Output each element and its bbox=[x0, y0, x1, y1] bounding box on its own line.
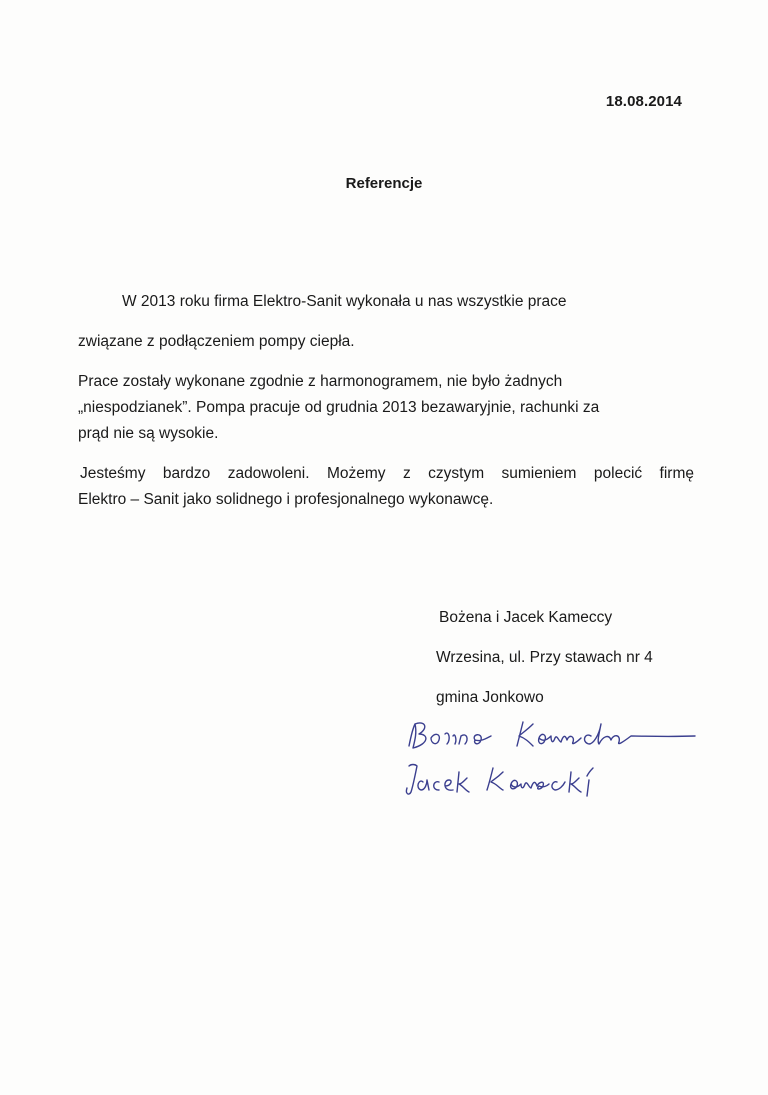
paragraph-2-line-1: Prace zostały wykonane zgodnie z harmonogramem, nie było żadnych bbox=[78, 373, 563, 390]
handwritten-signatures bbox=[395, 706, 715, 816]
sender-address: Wrzesina, ul. Przy stawach nr 4 bbox=[436, 649, 653, 666]
signature-second-stroke-2 bbox=[487, 768, 593, 796]
signature-first-stroke-2 bbox=[517, 722, 695, 746]
paragraph-1-line-2: związane z podłączeniem pompy ciepła. bbox=[78, 333, 355, 350]
document-title: Referencje bbox=[345, 175, 423, 192]
sender-names: Bożena i Jacek Kameccy bbox=[439, 609, 613, 626]
paragraph-3-line-1: Jesteśmy bardzo zadowoleni. Możemy z czystym sumieniem polecić firmę bbox=[80, 465, 694, 482]
paragraph-1-line-1: W 2013 roku firma Elektro-Sanit wykonała u nas wszystkie prace bbox=[122, 293, 567, 310]
paragraph-2-line-3: prąd nie są wysokie. bbox=[78, 425, 219, 442]
sender-municipality: gmina Jonkowo bbox=[436, 689, 544, 706]
paragraph-3-line-2: Elektro – Sanit jako solidnego i profesjonalnego wykonawcę. bbox=[78, 491, 494, 508]
document-date: 18.08.2014 bbox=[605, 93, 682, 110]
signature-second-stroke bbox=[406, 765, 469, 795]
signature-drawing bbox=[395, 706, 715, 816]
signature-first-stroke bbox=[409, 723, 491, 748]
paragraph-2-line-2: „niespodzianek”. Pompa pracuje od grudnia 2013 bezawaryjnie, rachunki za bbox=[78, 399, 600, 416]
